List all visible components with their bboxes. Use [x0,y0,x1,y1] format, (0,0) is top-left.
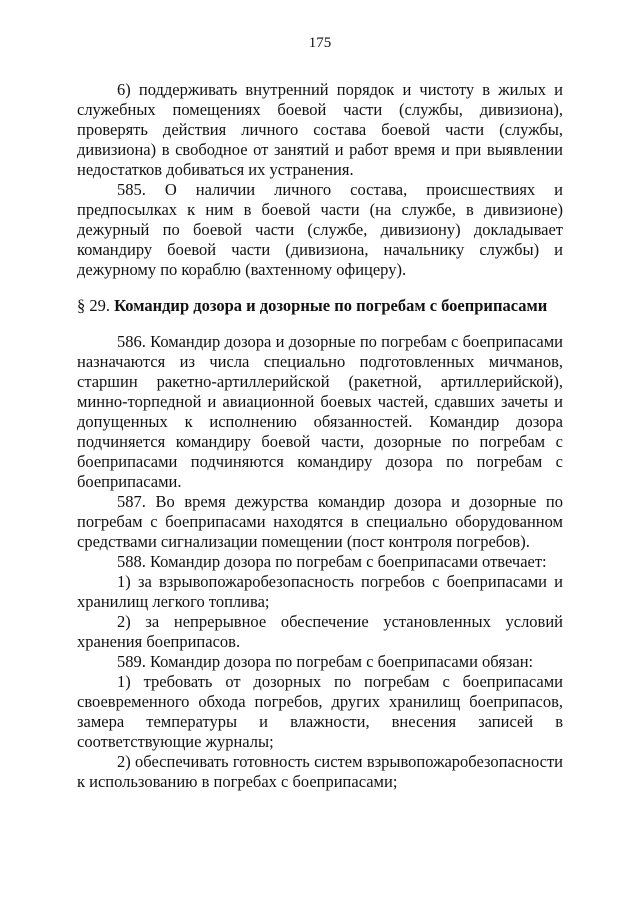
paragraph: 1) за взрывопожаробезопасность погребов с боеприпасами и хранилищ легкого топлива; [77,572,563,611]
paragraph: 1) требовать от дозорных по погребам с боеприпасами своевременного обхода погребов, других хранилищ боеприпасов, замера температуры и влажности, внесения записей в соответствующие журналы; [77,672,563,751]
paragraph: 587. Во время дежурства командир дозора и дозорные по погребам с боеприпасами находятся в специально оборудованном средствами сигнализации помещении (пост контроля погребов). [77,492,563,551]
page-number: 175 [308,35,332,51]
section-heading [77,296,563,316]
paragraph: 588. Командир дозора по погребам с боеприпасами отвечает: [117,552,547,571]
paragraph: 586. Командир дозора и дозорные по погребам с боеприпасами назначаются из числа специально подготовленных мичманов, старшин ракетно-артиллерийской (ракетной, артиллерийской), минно-торпедной и авиационной боевых частей, сдавших зачеты и допущенных к исполнению обязанностей. Командир дозора подчиняется командиру боевой части, дозорные по погребам с боеприпасами подчиняются командиру дозора по погребам с боеприпасами. [77,332,563,491]
paragraph: 589. Командир дозора по погребам с боеприпасами обязан: [117,652,534,671]
section-number: § 29. [77,296,110,315]
paragraph: 2) обеспечивать готовность систем взрывопожаробезопасности к использованию в погребах с боеприпасами; [77,752,563,791]
paragraph: 6) поддерживать внутренний порядок и чистоту в жилых и служебных помещениях боевой части (службы, дивизиона), проверять действия личного состава боевой части (службы, дивизиона) в свободное от занятий и работ время и при выявлении недостатков добиваться их устранения. [77,80,563,179]
section-title: Командир дозора и дозорные по погребам с боеприпасами [114,296,548,315]
paragraph: 2) за непрерывное обеспечение установленных условий хранения боеприпасов. [77,612,563,651]
document-body [77,80,563,792]
paragraph: 585. О наличии личного состава, происшествиях и предпосылках к ним в боевой части (на службе, в дивизионе) дежурный по боевой части (службе, дивизиону) докладывает командиру боевой части (дивизиона, начальнику службы) и дежурному по кораблю (вахтенному офицеру). [77,180,563,279]
